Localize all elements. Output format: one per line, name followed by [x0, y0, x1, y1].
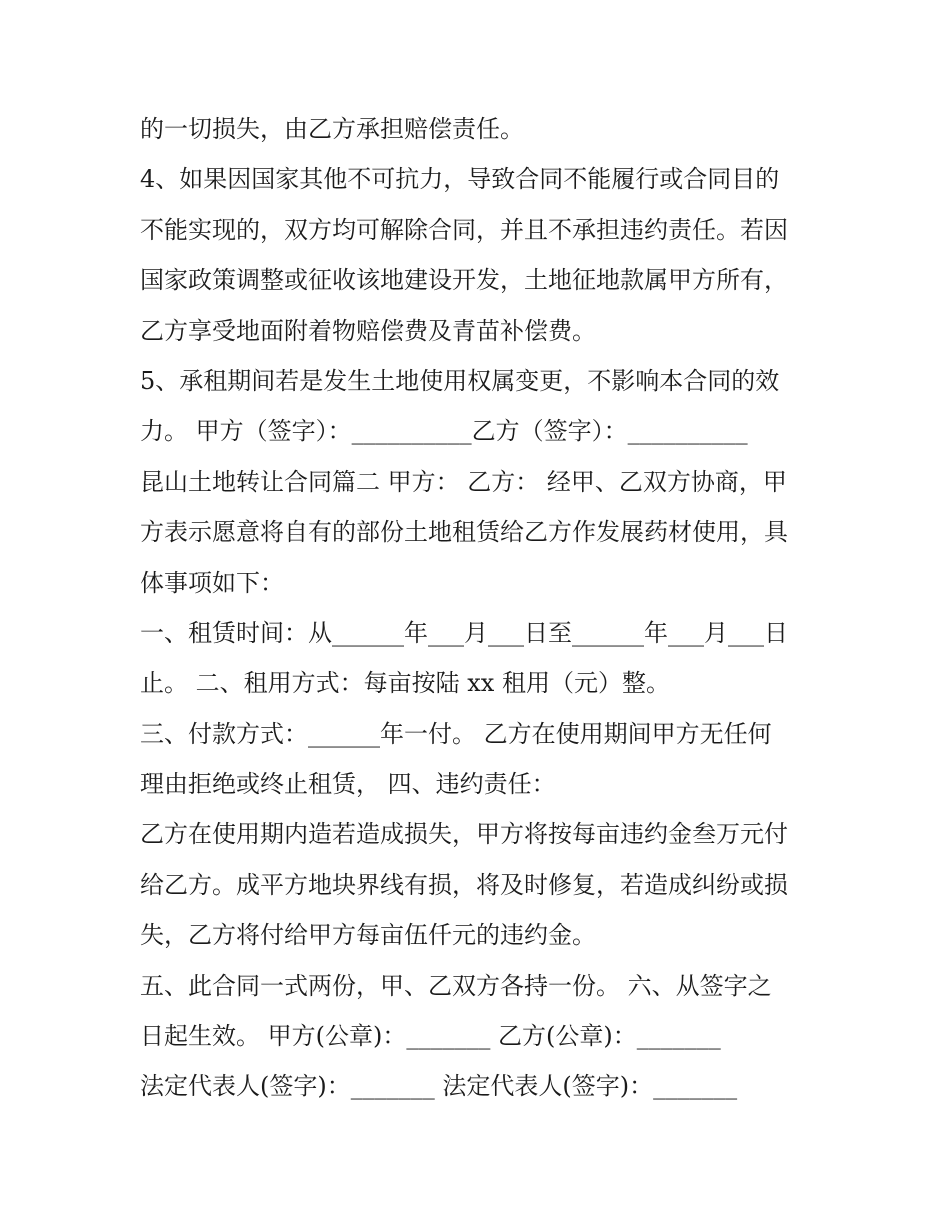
text-line: 乙方在使用期内造若造成损失，甲方将按每亩违约金叁万元付: [140, 820, 788, 849]
text-line: 体事项如下：: [140, 568, 284, 597]
text-line: 4、如果因国家其他不可抗力，导致合同不能履行或合同目的: [140, 165, 780, 194]
text-line: 三、付款方式：______年一付。 乙方在使用期间甲方无任何: [140, 719, 772, 748]
text-line: 的一切损失，由乙方承担赔偿责任。: [140, 115, 524, 143]
text-line: 五、此合同一式两份，甲、乙双方各持一份。 六、从签字之: [140, 971, 772, 1000]
text-line: 昆山土地转让合同篇二 甲方： 乙方： 经甲、乙双方协商，甲: [140, 467, 787, 496]
signature-line: 日起生效。 甲方(公章)：_______ 乙方(公章)：_______: [140, 1022, 721, 1051]
text-line: 国家政策调整或征收该地建设开发，土地征地款属甲方所有，: [140, 266, 788, 295]
text-line: 理由拒绝或终止租赁， 四、违约责任：: [140, 770, 556, 799]
signature-line: 力。 甲方（签字）：__________乙方（签字）：__________: [140, 417, 748, 446]
text-line: 不能实现的，双方均可解除合同，并且不承担违约责任。若因: [140, 215, 788, 244]
document-body: [140, 104, 820, 1112]
text-line: 止。 二、租用方式：每亩按陆 xx 租用（元）整。: [140, 669, 670, 698]
text-line: 一、租赁时间：从______年___月___日至______年___月___日: [140, 618, 788, 647]
text-line: 乙方享受地面附着物赔偿费及青苗补偿费。: [140, 316, 596, 345]
signature-line: 法定代表人(签字)：_______ 法定代表人(签字)：_______: [140, 1072, 738, 1101]
text-line: 5、承租期间若是发生土地使用权属变更，不影响本合同的效: [140, 366, 780, 395]
text-line: 方表示愿意将自有的部份土地租赁给乙方作发展药材使用，具: [140, 518, 788, 547]
text-line: 失，乙方将付给甲方每亩伍仟元的违约金。: [140, 921, 596, 950]
text-line: 给乙方。成平方地块界线有损，将及时修复，若造成纠纷或损: [140, 870, 788, 899]
